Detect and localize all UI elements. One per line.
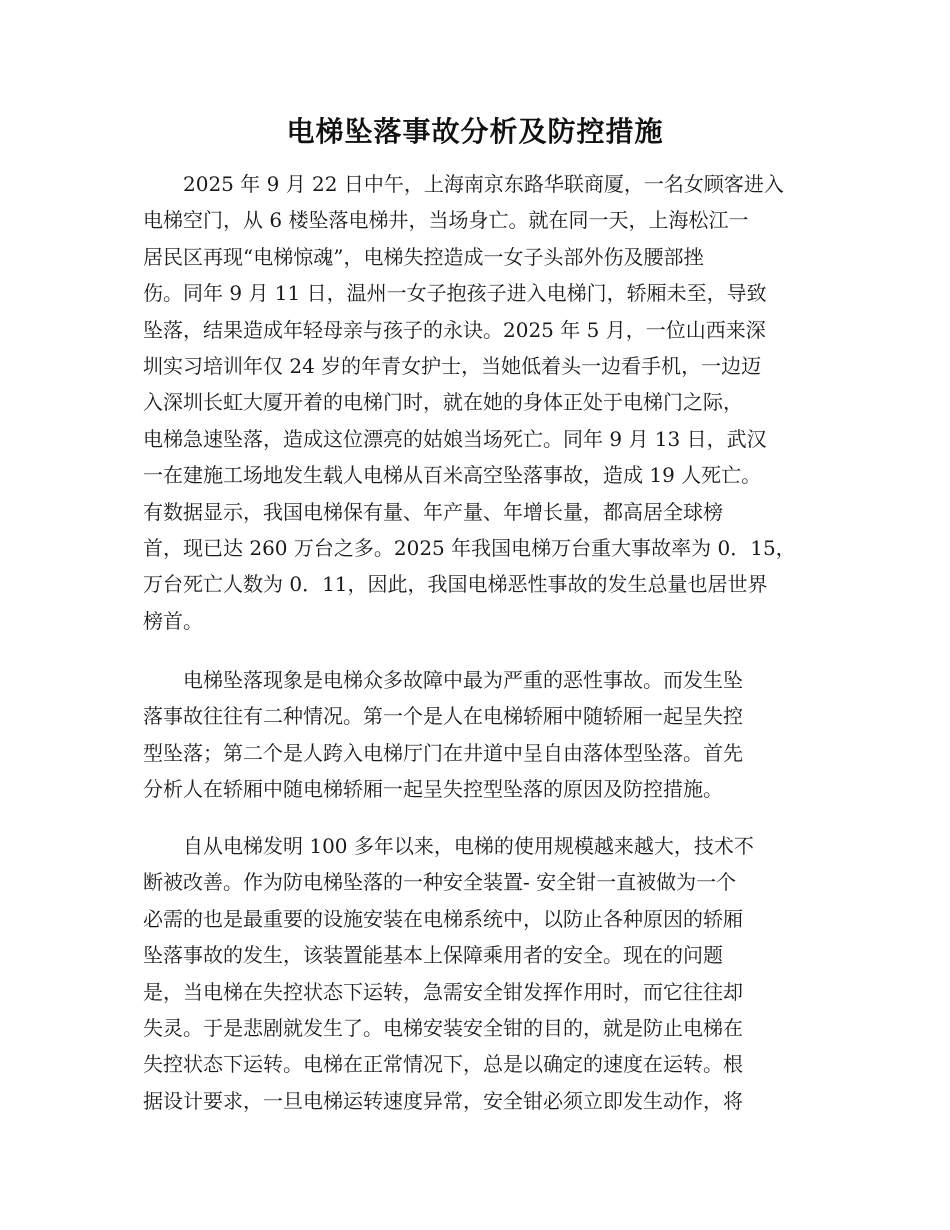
paragraph-line: 据设计要求，一旦电梯运转速度异常，安全钳必须立即发生动作，将: [143, 1088, 743, 1113]
paragraph-line: 断被改善。作为防电梯坠落的一种安全装置- 安全钳一直被做为一个: [143, 870, 737, 895]
paragraph-line: 落事故往往有二种情况。第一个是人在电梯轿厢中随轿厢一起呈失控: [143, 704, 743, 729]
paragraph-line: 坠落事故的发生，该装置能基本上保障乘用者的安全。现在的问题: [143, 943, 723, 968]
paragraph-line: 圳实习培训年仅 24 岁的年青女护士，当她低着头一边看手机，一边迈: [143, 354, 762, 379]
paragraph-line: 电梯空门，从 6 楼坠落电梯井，当场身亡。就在同一天，上海松江一: [143, 208, 749, 233]
paragraph-line: 自从电梯发明 100 多年以来，电梯的使用规模越来越大，技术不: [183, 834, 754, 858]
paragraph-line: 有数据显示，我国电梯保有量、年产量、年增长量，都高居全球榜: [143, 499, 723, 524]
paragraph-1: [143, 166, 805, 639]
paragraph-line: 一在建施工场地发生载人电梯从百米高空坠落事故，造成 19 人死亡。: [143, 463, 762, 488]
paragraph-line: 首，现已达 260 万台之多。2025 年我国电梯万台重大事故率为 0．15，: [143, 536, 796, 561]
paragraph-line: 失灵。于是悲剧就发生了。电梯安装安全钳的目的，就是防止电梯在: [143, 1016, 743, 1041]
paragraph-line: 居民区再现“电梯惊魂”，电梯失控造成一女子头部外伤及腰部挫: [143, 244, 704, 269]
paragraph-line: 入深圳长虹大厦开着的电梯门时，就在她的身体正处于电梯门之际，: [143, 390, 743, 415]
paragraph-line: 失控状态下运转。电梯在正常情况下，总是以确定的速度在运转。根: [143, 1052, 743, 1077]
paragraph-line: 电梯坠落现象是电梯众多故障中最为严重的恶性事故。而发生坠: [183, 668, 743, 692]
paragraph-2: [143, 662, 805, 808]
paragraph-line: 万台死亡人数为 0．11，因此，我国电梯恶性事故的发生总量也居世界: [143, 572, 768, 597]
document-title: 电梯坠落事故分析及防控措施: [286, 115, 664, 148]
paragraph-line: 2025 年 9 月 22 日中午，上海南京东路华联商厦，一名女顾客进入: [183, 172, 784, 196]
paragraph-3: [143, 828, 805, 1119]
paragraph-line: 坠落，结果造成年轻母亲与孩子的永诀。2025 年 5 月，一位山西来深: [143, 317, 766, 342]
paragraph-line: 伤。同年 9 月 11 日，温州一女子抱孩子进入电梯门，轿厢未至，导致: [143, 281, 767, 306]
paragraph-line: 榜首。: [143, 608, 203, 633]
paragraph-line: 是，当电梯在失控状态下运转，急需安全钳发挥作用时，而它往往却: [143, 979, 743, 1004]
paragraph-line: 分析人在轿厢中随电梯轿厢一起呈失控型坠落的原因及防控措施。: [143, 777, 723, 802]
paragraph-line: 必需的也是最重要的设施安装在电梯系统中，以防止各种原因的轿厢: [143, 906, 743, 931]
paragraph-line: 型坠落；第二个是人跨入电梯厅门在井道中呈自由落体型坠落。首先: [143, 740, 743, 765]
paragraph-line: 电梯急速坠落，造成这位漂亮的姑娘当场死亡。同年 9 月 13 日，武汉: [143, 426, 767, 451]
